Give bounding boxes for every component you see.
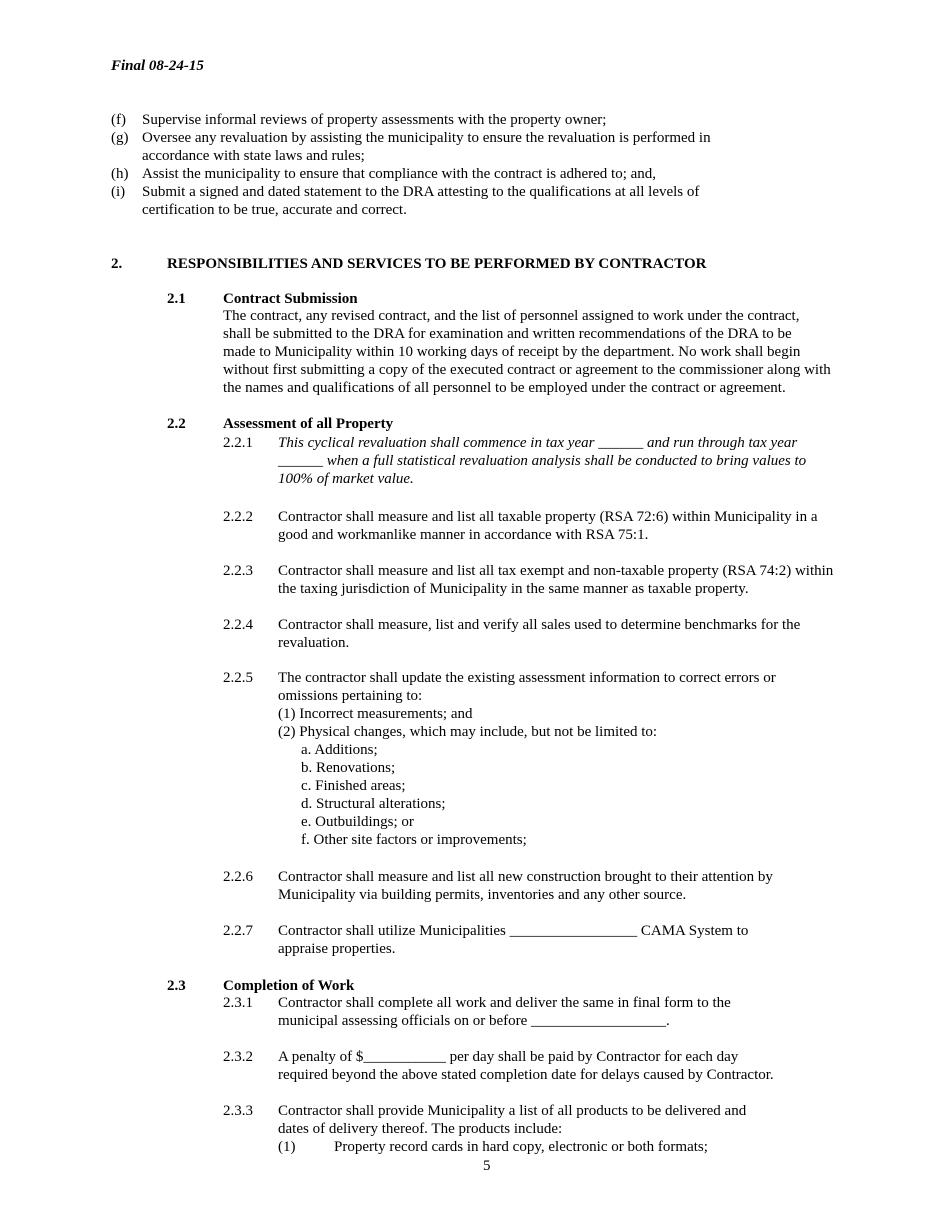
clause-text: Contractor shall provide Municipality a list of all products to be delivered and <box>278 1103 747 1119</box>
paragraph-line: without first submitting a copy of the executed contract or agreement to the commissioner along with <box>223 362 831 378</box>
sublist-item: c. Finished areas; <box>301 778 406 794</box>
clause-text: 100% of market value. <box>278 471 414 487</box>
clause-number: 2.3.3 <box>223 1103 253 1119</box>
list-item-text: Oversee any revaluation by assisting the municipality to ensure the revaluation is performed in <box>142 130 711 146</box>
clause-number: 2.2.5 <box>223 670 253 686</box>
list-label: (f) <box>111 112 126 128</box>
sublist-item: f. Other site factors or improvements; <box>301 832 527 848</box>
list-label: (g) <box>111 130 129 146</box>
section-number: 2. <box>111 256 123 272</box>
clause-number: 2.2.2 <box>223 509 253 525</box>
clause-text: This cyclical revaluation shall commence in tax year ______ and run through tax year <box>278 435 798 451</box>
clause-text: required beyond the above stated completion date for delays caused by Contractor. <box>278 1067 774 1083</box>
clause-text: Contractor shall measure, list and verify all sales used to determine benchmarks for the <box>278 617 801 633</box>
sublist-item: d. Structural alterations; <box>301 796 446 812</box>
list-label: (i) <box>111 184 126 200</box>
paragraph-line: The contract, any revised contract, and the list of personnel assigned to work under the contract, <box>223 308 800 324</box>
clause-text: appraise properties. <box>278 941 396 957</box>
clause-text: Contractor shall measure and list all taxable property (RSA 72:6) within Municipality in a <box>278 509 818 525</box>
clause-text: (1) Incorrect measurements; and <box>278 706 473 722</box>
clause-text: ______ when a full statistical revaluation analysis shall be conducted to bring values to <box>278 453 807 469</box>
page-number: 5 <box>483 1158 491 1174</box>
paragraph-line: the names and qualifications of all personnel to be employed under the contract or agreement. <box>223 380 786 396</box>
clause-text: dates of delivery thereof. The products include: <box>278 1121 563 1137</box>
list-item-text: Submit a signed and dated statement to the DRA attesting to the qualifications at all levels of <box>142 184 700 200</box>
product-text: Property record cards in hard copy, electronic or both formats; <box>334 1139 708 1155</box>
sublist-item: a. Additions; <box>301 742 378 758</box>
clause-text: revaluation. <box>278 635 350 651</box>
clause-text: (2) Physical changes, which may include, but not be limited to: <box>278 724 658 740</box>
clause-text: omissions pertaining to: <box>278 688 423 704</box>
clause-text: municipal assessing officials on or before __________________. <box>278 1013 670 1029</box>
list-item-text: Assist the municipality to ensure that compliance with the contract is adhered to; and, <box>142 166 657 182</box>
subsection-title: Contract Submission <box>223 291 358 307</box>
paragraph-line: shall be submitted to the DRA for examination and written recommendations of the DRA to be <box>223 326 792 342</box>
document-version: Final 08-24-15 <box>111 58 204 74</box>
list-item-text: Supervise informal reviews of property assessments with the property owner; <box>142 112 607 128</box>
subsection-number: 2.1 <box>167 291 186 307</box>
clause-text: good and workmanlike manner in accordance with RSA 75:1. <box>278 527 649 543</box>
clause-text: Municipality via building permits, inventories and any other source. <box>278 887 687 903</box>
sublist-item: e. Outbuildings; or <box>301 814 414 830</box>
paragraph-line: made to Municipality within 10 working days of receipt by the department. No work shall begin <box>223 344 801 360</box>
clause-text: the taxing jurisdiction of Municipality in the same manner as taxable property. <box>278 581 749 597</box>
clause-number: 2.2.6 <box>223 869 253 885</box>
subsection-number: 2.2 <box>167 416 186 432</box>
section-title: RESPONSIBILITIES AND SERVICES TO BE PERFORMED BY CONTRACTOR <box>167 256 707 272</box>
clause-text: A penalty of $___________ per day shall be paid by Contractor for each day <box>278 1049 739 1065</box>
clause-text: The contractor shall update the existing assessment information to correct errors or <box>278 670 776 686</box>
clause-text: Contractor shall utilize Municipalities _________________ CAMA System to <box>278 923 749 939</box>
clause-number: 2.3.2 <box>223 1049 253 1065</box>
list-item-text: accordance with state laws and rules; <box>142 148 365 164</box>
subsection-title: Completion of Work <box>223 978 355 994</box>
list-item-text: certification to be true, accurate and correct. <box>142 202 407 218</box>
clause-number: 2.2.4 <box>223 617 253 633</box>
sublist-item: b. Renovations; <box>301 760 396 776</box>
clause-number: 2.3.1 <box>223 995 253 1011</box>
product-label: (1) <box>278 1139 296 1155</box>
clause-number: 2.2.7 <box>223 923 253 939</box>
clause-text: Contractor shall measure and list all new construction brought to their attention by <box>278 869 773 885</box>
clause-text: Contractor shall complete all work and deliver the same in final form to the <box>278 995 731 1011</box>
clause-text: Contractor shall measure and list all tax exempt and non-taxable property (RSA 74:2) within <box>278 563 834 579</box>
subsection-title: Assessment of all Property <box>223 416 394 432</box>
subsection-number: 2.3 <box>167 978 186 994</box>
list-label: (h) <box>111 166 129 182</box>
clause-number: 2.2.3 <box>223 563 253 579</box>
clause-number: 2.2.1 <box>223 435 253 451</box>
